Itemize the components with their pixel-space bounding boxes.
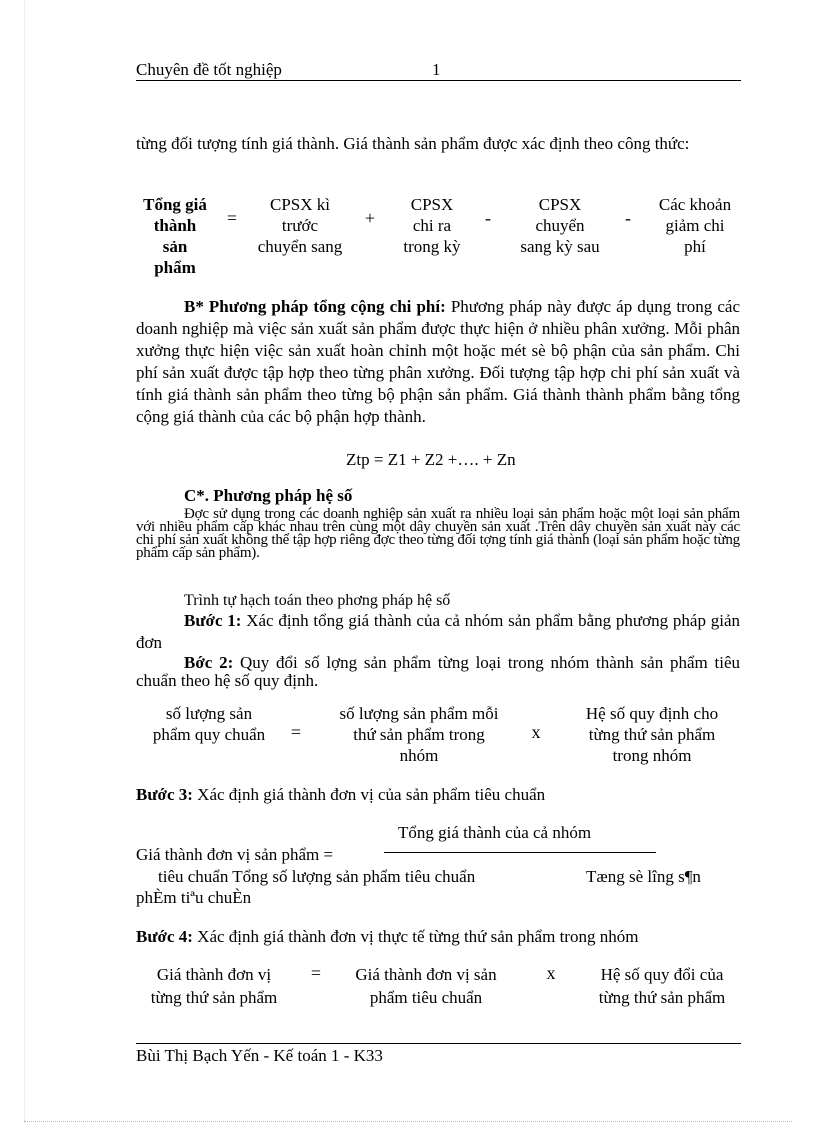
- formula4-times: x: [546, 963, 556, 983]
- formula2-left: số lượng sản phẩm quy chuẩn: [152, 704, 266, 744]
- step-1-paragraph: Bước 1: Xác định tổng giá thành của cả nhóm sản phẩm bằng phương pháp giản đơn: [136, 611, 740, 652]
- header-rule: [136, 80, 741, 81]
- footer-rule: [136, 1043, 741, 1044]
- formula3-garbled-1: Tæng sè lîng s¶n: [586, 867, 701, 886]
- minus-sign-2: -: [625, 208, 631, 228]
- header-title: Chuyên đề tốt nghiệp: [136, 60, 282, 79]
- formula4-left: Giá thành đơn vị từng thứ sản phẩm: [150, 965, 278, 1007]
- minus-sign-1: -: [485, 208, 491, 228]
- sequence-line: Trình tự hạch toán theo phơng pháp hệ số: [184, 592, 451, 609]
- section-c-paragraph: Đợc sử dụng trong các doanh nghiệp sản xuất ra nhiều loại sản phẩm hoặc một loại sản phẩm với nhiều phẩm cấp khác nhau trên cùng một dây chuyền sản xuất .Trên dây chuyền sản xuất này các chi phí sản xuất không thể tập hợp riêng đợc theo từng đối tợng tính giá thành (loại sản phẩm hoặc từng phẩm cấp sản phẩm).: [136, 506, 740, 561]
- page-number: 1: [432, 60, 441, 79]
- formula2-equals: =: [290, 722, 302, 742]
- formula3-numerator: Tổng giá thành của cả nhóm: [398, 823, 592, 842]
- page-edge-left: [24, 0, 25, 1123]
- step-3-line: Bước 3: Xác định giá thành đơn vị của sản phẩm tiêu chuẩn: [136, 785, 546, 804]
- formula3-garbled-2: phÈm tiªu chuÈn: [136, 888, 252, 907]
- formula-term-2: CPSX chi ra trong kỳ: [403, 195, 461, 256]
- section-b-paragraph: B* Phương pháp tổng cộng chi phí: Phương pháp này được áp dụng trong các doanh nghiệp mà việc sản xuất sản phẩm được thực hiện ở nhiều phân xưởng. Mỗi phân xưởng thực hiện việc sản xuất hoàn chỉnh một hoặc mét sè bộ phận của sản phẩm. Chi phí sản xuất được tập hợp theo từng phân xưởng. Đối tượng tập hợp chi phí sản xuất và tính giá thành sản phẩm theo từng bộ phận sản phẩm. Giá thành thành phẩm bằng tổng cộng giá thành của các bộ phận hợp thành.: [136, 297, 740, 426]
- step-4-line: Bước 4: Xác định giá thành đơn vị thực tế từng thứ sản phẩm trong nhóm: [136, 927, 639, 946]
- formula-term-3: CPSX chuyển sang kỳ sau: [520, 195, 600, 256]
- formula2-times: x: [531, 722, 541, 742]
- formula3-denominator: tiêu chuẩn Tổng số lượng sản phẩm tiêu chuẩn: [158, 867, 476, 886]
- footer-author: Bùi Thị Bạch Yến - Kế toán 1 - K33: [136, 1046, 383, 1065]
- formula4-equals: =: [310, 963, 322, 983]
- plus-sign: +: [364, 208, 376, 228]
- formula2-right: Hệ số quy định cho từng thứ sản phẩm trong nhóm: [585, 704, 719, 765]
- formula-term-1: CPSX kì trước chuyển sang: [257, 195, 343, 256]
- formula4-right: Hệ số quy đổi của từng thứ sản phẩm: [598, 965, 726, 1007]
- formula4-middle: Giá thành đơn vị sản phẩm tiêu chuẩn: [355, 965, 497, 1007]
- fraction-line: [384, 852, 656, 853]
- sum-formula: Ztp = Z1 + Z2 +…. + Zn: [346, 450, 516, 469]
- section-b-title: B* Phương pháp tổng cộng chi phí:: [184, 297, 446, 316]
- section-c-title: C*. Phương pháp hệ số: [184, 486, 353, 505]
- step-2-paragraph: Bớc 2: Quy đổi số lợng sản phẩm từng loại trong nhóm thành sản phẩm tiêu chuẩn theo hệ số quy định.: [136, 653, 740, 690]
- formula3-left-label: Giá thành đơn vị sản phẩm =: [136, 845, 334, 864]
- formula2-middle: số lượng sản phẩm mỗi thứ sản phẩm trong nhóm: [339, 704, 499, 765]
- intro-paragraph: từng đối tượng tính giá thành. Giá thành sản phẩm được xác định theo công thức:: [136, 134, 690, 153]
- formula-result: Tổng giá thành sản phẩm: [143, 195, 207, 277]
- equals-sign: =: [226, 208, 238, 228]
- page-edge-bottom: [24, 1121, 792, 1122]
- formula-term-4: Các khoản giảm chi phí: [658, 195, 732, 256]
